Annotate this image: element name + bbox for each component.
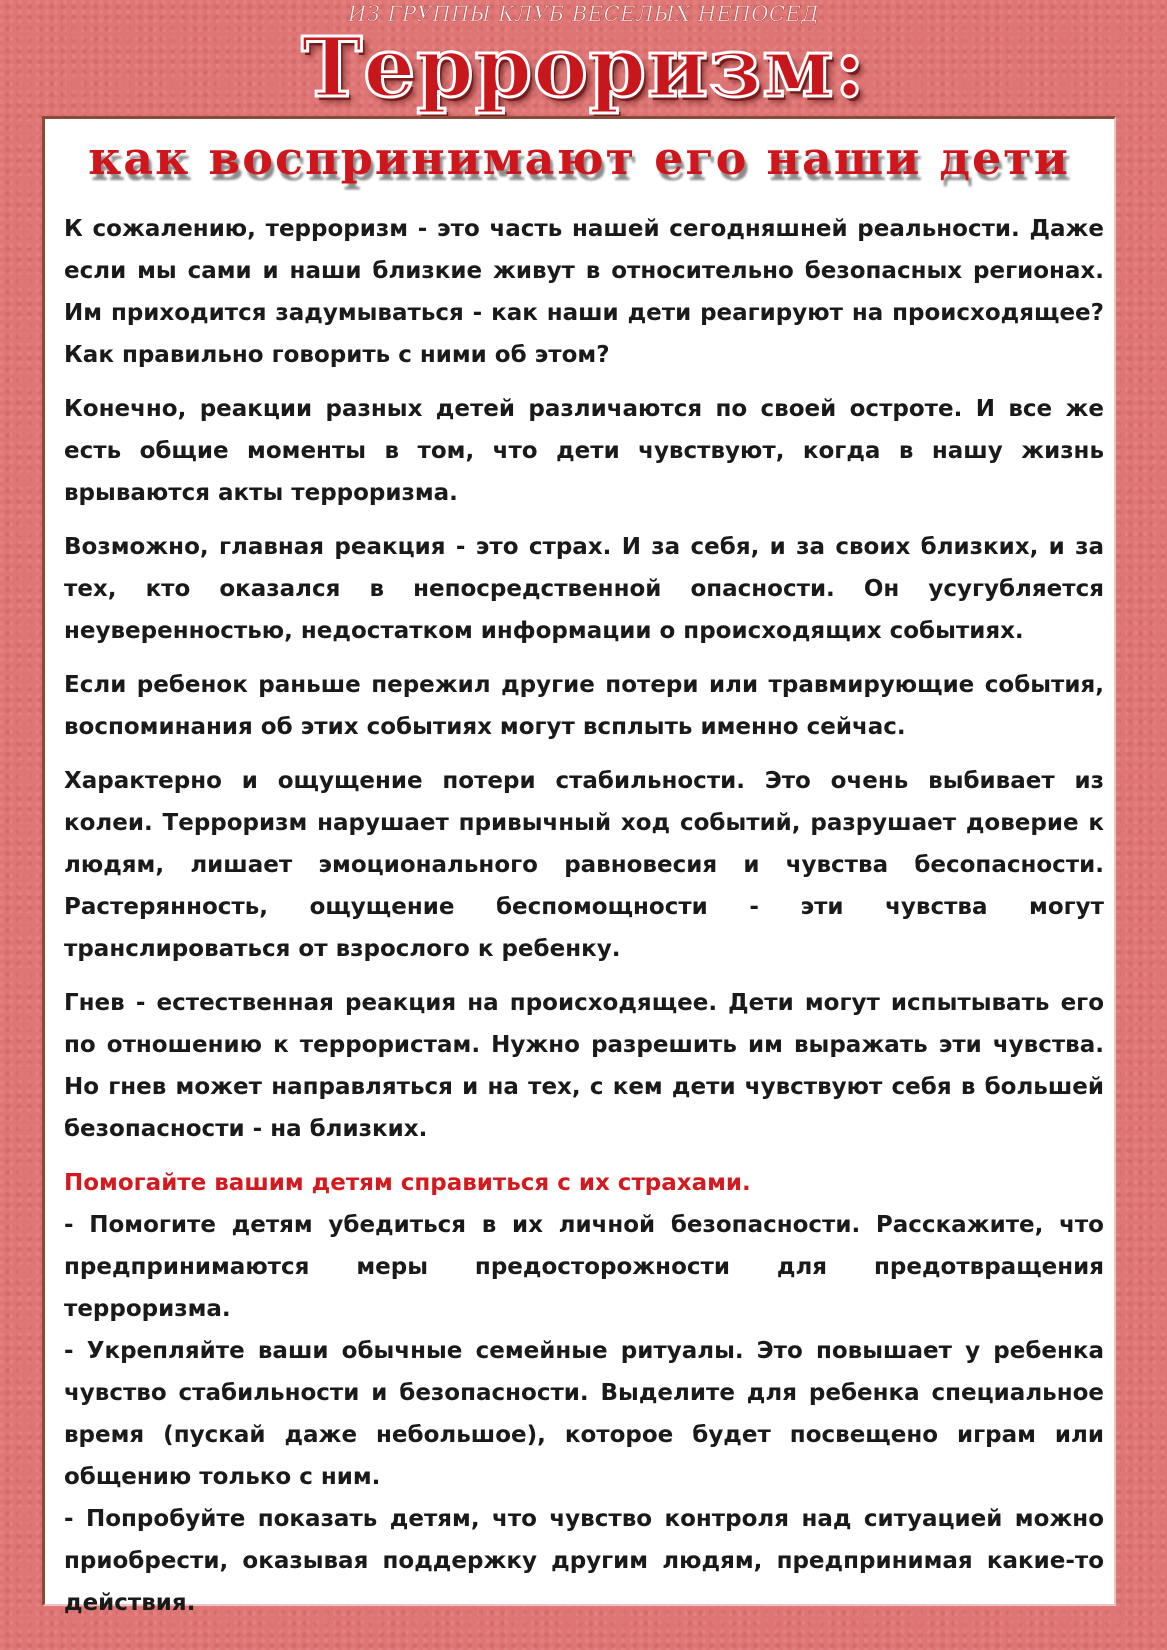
paragraph-trauma: Если ребенок раньше пережил другие потери или травмирующие события, воспоминания об этих событиях могут всплыть именно сейчас. <box>64 672 1104 740</box>
tip-rituals: - Укрепляйте ваши обычные семейные ритуалы. Это повышает у ребенка чувство стабильности и безопасности. Выделите для ребенка специальное время (пускай даже небольшое), которое будет посвещено играм или общению только с ним. <box>64 1338 1104 1490</box>
paragraph-anger: Гнев - естественная реакция на происходящее. Дети могут испытывать его по отношению к террористам. Нужно разрешить им выражать эти чувства. Но гнев может направляться и на тех, с кем дети чувствуют себя в большей безопасности - на близких. <box>64 990 1104 1142</box>
poster-title: Терроризм: <box>301 20 866 116</box>
tip-control: - Попробуйте показать детям, что чувство контроля над ситуацией можно приобрести, оказывая поддержку другим людям, предпринимая какие-то действия. <box>64 1506 1104 1616</box>
paragraph-intro: К сожалению, терроризм - это часть нашей сегодняшней реальности. Даже если мы сами и наши близкие живут в относительно безопасных регионах. Им приходится задумываться - как наши дети реагируют на происходящее? Как правильно говорить с ними об этом? <box>64 216 1104 368</box>
article-body <box>64 208 1104 1624</box>
poster-subtitle: как воспринимают его наши дети <box>88 131 1070 185</box>
tip-safety: - Помогите детям убедиться в их личной безопасности. Расскажите, что предпринимаются меры предосторожности для предотвращения терроризма. <box>64 1212 1104 1322</box>
paragraph-fear: Возможно, главная реакция - это страх. И за себя, и за своих близких, и за тех, кто оказался в непосредственной опасности. Он усугубляется неуверенностью, недостатком информации о происходящих событиях. <box>64 534 1104 644</box>
group-caption: ИЗ ГРУППЫ КЛУБ ВЕСЕЛЫХ НЕПОСЕД <box>348 2 819 26</box>
paragraph-stability: Характерно и ощущение потери стабильности. Это очень выбивает из колеи. Терроризм нарушает привычный ход событий, разрушает доверие к людям, лишает эмоционального равновесия и чувства бесопасности. Растерянность, ощущение беспомощности - эти чувства могут транслироваться от взрослого к ребенку. <box>64 768 1104 962</box>
paragraph-reactions: Конечно, реакции разных детей различаются по своей остроте. И все же есть общие моменты в том, что дети чувствуют, когда в нашу жизнь врываются акты терроризма. <box>64 396 1104 506</box>
help-heading: Помогайте вашим детям справиться с их страхами. <box>64 1170 751 1196</box>
